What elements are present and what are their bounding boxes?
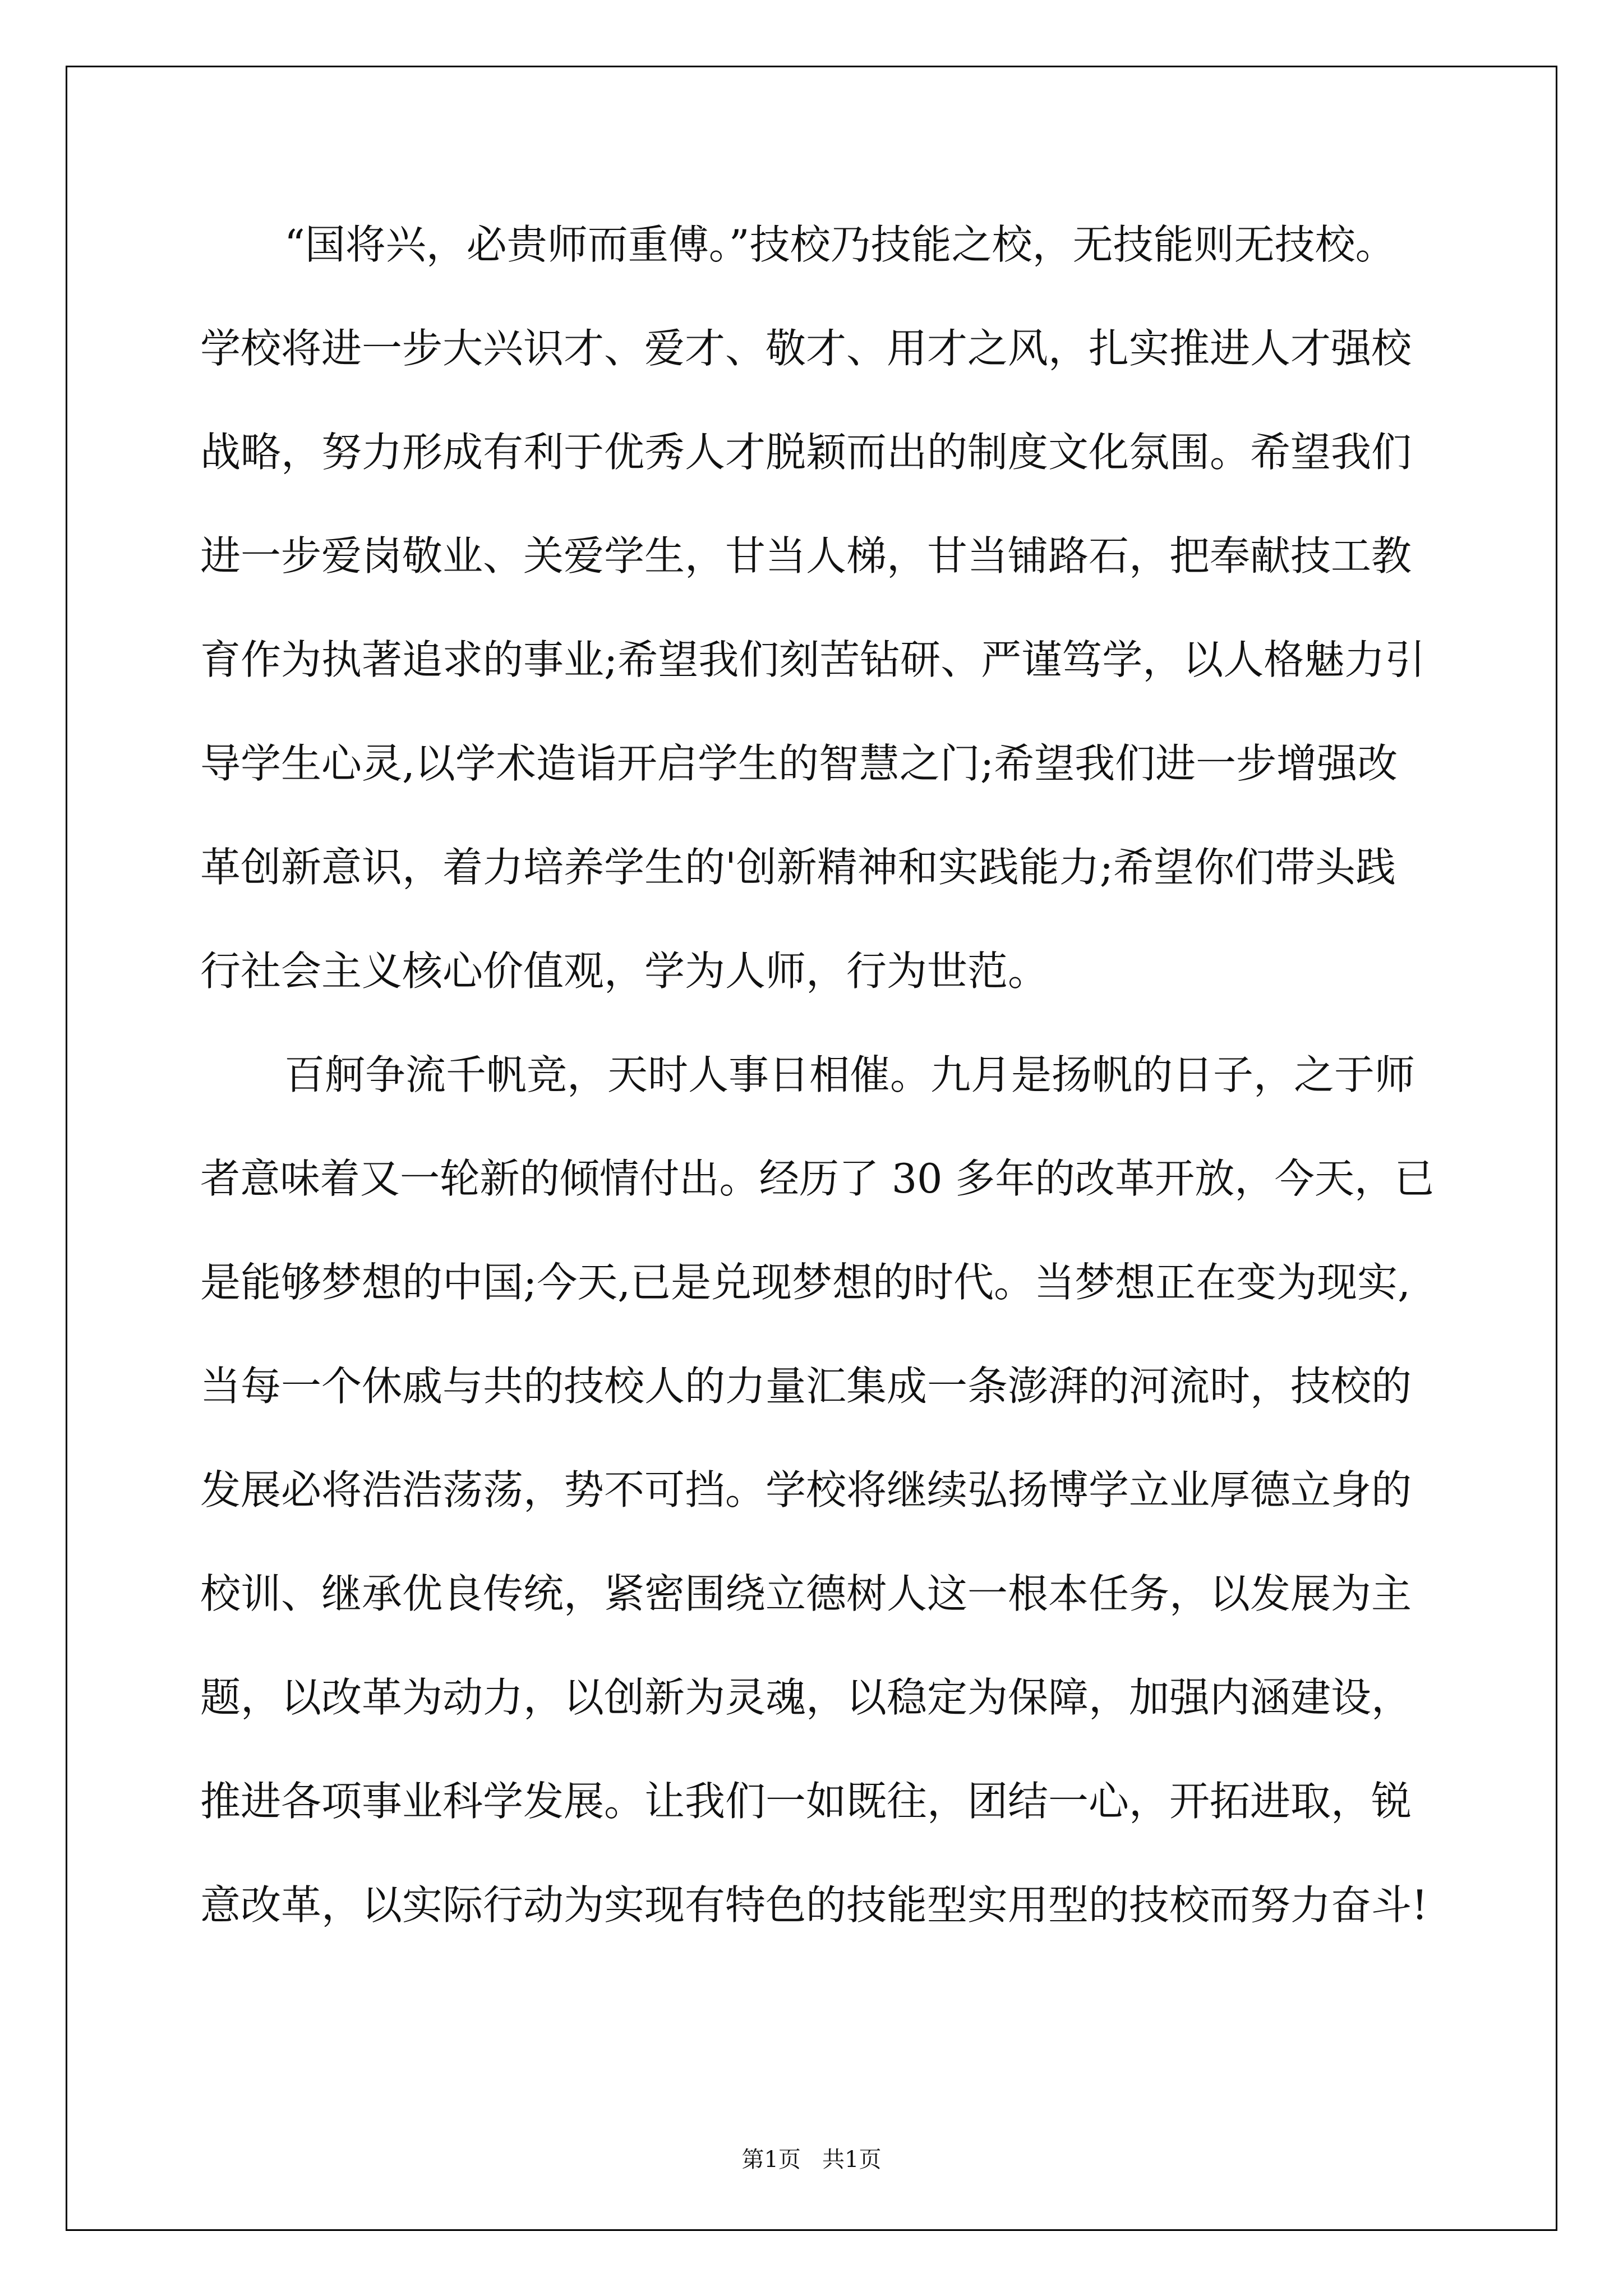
paragraph-2-line-2: 者意味着又一轮新的倾情付出。经历了 30 多年的改革开放，今天，已	[200, 1155, 1435, 1202]
paragraph-2-line-3: 是能够梦想的中国;今天,已是兑现梦想的时代。当梦想正在变为现实,	[200, 1259, 1411, 1306]
paragraph-2-line-5: 发展必将浩浩荡荡，势不可挡。学校将继续弘扬博学立业厚德立身的	[200, 1466, 1412, 1513]
paragraph-1-line-5: 育作为执著追求的事业;希望我们刻苦钻研、严谨笃学，以人格魅力引	[200, 636, 1426, 683]
paragraph-2-line-4: 当每一个休戚与共的技校人的力量汇集成一条澎湃的河流时，技校的	[200, 1363, 1412, 1410]
paragraph-2-line-1: 百舸争流千帆竞，天时人事日相催。九月是扬帆的日子，之于师	[284, 1051, 1415, 1098]
paragraph-1-line-4: 进一步爱岗敬业、关爱学生，甘当人梯，甘当铺路石，把奉献技工教	[200, 532, 1412, 579]
paragraph-1-line-2: 学校将进一步大兴识才、爱才、敬才、用才之风，扎实推进人才强校	[200, 325, 1412, 372]
paragraph-2-line-9: 意改革，以实际行动为实现有特色的技能型实用型的技校而努力奋斗!	[200, 1881, 1428, 1929]
paragraph-1-line-3: 战略，努力形成有利于优秀人才脱颖而出的制度文化氛围。希望我们	[200, 429, 1412, 476]
paragraph-1-line-8: 行社会主义核心价值观，学为人师，行为世范。	[200, 947, 1049, 995]
paragraph-2-line-8: 推进各项事业科学发展。让我们一如既往，团结一心，开拓进取，锐	[200, 1778, 1412, 1825]
paragraph-2-line-7: 题，以改革为动力，以创新为灵魂，以稳定为保障，加强内涵建设，	[200, 1674, 1412, 1721]
paragraph-2-line-6: 校训、继承优良传统，紧密围绕立德树人这一根本任务，以发展为主	[200, 1570, 1412, 1617]
paragraph-1-line-1: “国将兴，必贵师而重傅。”技校乃技能之校，无技能则无技校。	[284, 221, 1396, 268]
page-number-footer: 第1页 共1页	[741, 2147, 882, 2173]
paragraph-1-line-7: 革创新意识，着力培养学生的'创新精神和实践能力;希望你们带头践	[200, 844, 1396, 891]
paragraph-1-line-6: 导学生心灵,以学术造诣开启学生的智慧之门;希望我们进一步增强改	[200, 740, 1398, 787]
